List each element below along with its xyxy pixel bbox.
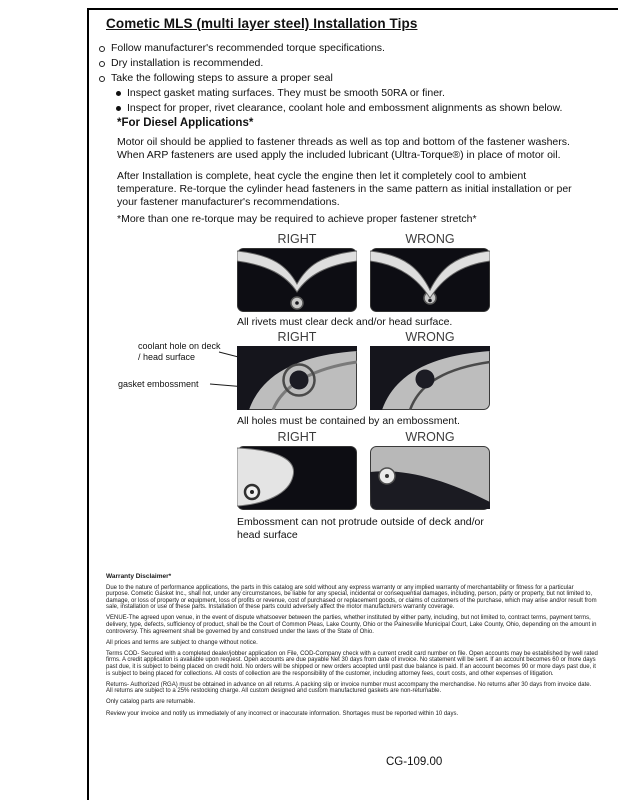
diesel-applications-heading: *For Diesel Applications* bbox=[117, 117, 254, 129]
right-label-row2: RIGHT bbox=[277, 330, 317, 344]
bullet-item bbox=[99, 42, 594, 55]
embossment-protrusion-right-diagram bbox=[237, 446, 357, 510]
bullet-text: Dry installation is recommended. bbox=[111, 57, 264, 69]
embossment-protrusion-right-image bbox=[237, 446, 357, 510]
hollow-bullet-icon bbox=[99, 76, 105, 82]
diesel-paragraph-2: After Installation is complete, heat cycle the engine then let it completely cool to ambient temperature. Re-torque the cylinder head fasteners in the same pattern as initial installation or per your fastener manufacturer's recommendations. bbox=[117, 170, 572, 208]
page-left-border bbox=[87, 8, 89, 800]
rivet-clearance-wrong-image bbox=[370, 248, 490, 312]
legal-paragraph: Terms COD- Secured with a completed dealer/jobber application on File, COD-Company check with a current credit card number on file. Open accounts may be established by well rated firms. A credit application is available upon request. Open accounts are due payable Net 30 days from date of invoice. No statement will be sent. If an account becomes 60 or more days past due, it is subject to being placed on credit hold. No orders will be shipped or new orders accepted until past due balance is paid. If an account becomes 90 or more days past due, it is subject to being placed for collections. All costs of collection are the responsibility of the customer, including attorney fees, court costs, and other expenses of litigation. bbox=[106, 650, 598, 677]
solid-bullet-icon bbox=[116, 91, 121, 96]
row1-caption: All rivets must clear deck and/or head surface. bbox=[237, 316, 453, 328]
callout-coolant-hole: coolant hole on deck / head surface bbox=[138, 341, 221, 362]
right-label-row1: RIGHT bbox=[277, 232, 317, 246]
callout-gasket-embossment: gasket embossment bbox=[118, 379, 199, 389]
page-code: CG-109.00 bbox=[386, 756, 443, 768]
diesel-paragraph-1: Motor oil should be applied to fastener threads as well as top and bottom of the fastener washers. When ARP fasteners are used apply the included lubricant (Ultra-Torque®) in place of motor oil. bbox=[117, 136, 570, 161]
legal-paragraph: VENUE-The agreed upon venue, in the event of dispute whatsoever between the parties, whether instituted by either party, including, but not limited to, contract terms, payment terms, delivery, type, defects, sufficiency of product, shall be the Court of Common Pleas, Lake County, Ohio or the Painesville Municipal Court, Lake County, Ohio, depending on the amount in controversy. This agreement shall be governed by and construed under the laws of the State of Ohio. bbox=[106, 615, 597, 635]
legal-paragraph: Only catalog parts are returnable. bbox=[106, 699, 196, 706]
legal-paragraph: Review your invoice and notify us immediately of any incorrect or inaccurate information. Shortages must be reported within 10 days. bbox=[106, 710, 459, 717]
legal-paragraph: Returns- Authorized (RGA) must be obtained in advance on all returns. A packing slip or invoice number must accompany the merchandise. No returns after 30 days from invoice date. All returns are subject to a 25% restocking charge. All custom designed and custom manufactured gaskets are non-returnable. bbox=[106, 681, 592, 695]
bullet-text: Follow manufacturer's recommended torque specifications. bbox=[111, 42, 385, 54]
rivet-clearance-right-image bbox=[237, 248, 357, 312]
bullet-item bbox=[99, 57, 594, 70]
tips-list bbox=[99, 42, 594, 117]
solid-bullet-icon bbox=[116, 106, 121, 111]
embossment-containment-right-image bbox=[237, 346, 357, 410]
wrong-label-row3: WRONG bbox=[405, 430, 455, 444]
rivet-clearance-wrong-diagram bbox=[370, 248, 490, 312]
wrong-label-row2: WRONG bbox=[405, 330, 455, 344]
embossment-protrusion-wrong-diagram bbox=[370, 446, 490, 510]
sub-bullet-item bbox=[116, 102, 594, 115]
embossment-containment-right-diagram bbox=[237, 346, 357, 410]
row2-caption: All holes must be contained by an embossment. bbox=[237, 415, 460, 427]
hollow-bullet-icon bbox=[99, 46, 105, 52]
retorque-note: *More than one re-torque may be required to achieve proper fastener stretch* bbox=[117, 213, 477, 225]
embossment-containment-wrong-image bbox=[370, 346, 490, 410]
embossment-containment-wrong-diagram bbox=[370, 346, 490, 410]
bullet-text: Take the following steps to assure a proper seal bbox=[111, 72, 333, 84]
right-label-row3: RIGHT bbox=[277, 430, 317, 444]
bullet-item bbox=[99, 72, 594, 85]
hollow-bullet-icon bbox=[99, 61, 105, 67]
page-title: Cometic MLS (multi layer steel) Installation Tips bbox=[106, 16, 418, 31]
legal-paragraph: Due to the nature of performance applications, the parts in this catalog are sold without any express warranty or any implied warranty of merchantability or fitness for a particular purpose. Cometic Gasket Inc., shall not, under any circumstances, be liable for any special, incidental or consequential damages, including, person, party or property, but not limited to, damage, or loss of property or equipment, loss of profits or revenue, cost of purchased or replacement goods, or claims of customers of the purchase, which may arise and/or result from sale, installation or use of these parts. Installation of these parts could adversely affect the motor manufacturers warranty coverage. bbox=[106, 584, 597, 611]
rivet-clearance-right-diagram bbox=[237, 248, 357, 312]
legal-block bbox=[106, 574, 598, 722]
bullet-text: Inspect for proper, rivet clearance, coolant hole and embossment alignments as shown below. bbox=[127, 102, 563, 114]
legal-paragraph: All prices and terms are subject to change without notice. bbox=[106, 639, 258, 646]
page-top-border bbox=[87, 8, 618, 10]
sub-bullet-item bbox=[116, 87, 594, 100]
wrong-label-row1: WRONG bbox=[405, 232, 455, 246]
bullet-text: Inspect gasket mating surfaces. They must be smooth 50RA or finer. bbox=[127, 87, 445, 99]
warranty-disclaimer-heading: Warranty Disclaimer* bbox=[106, 573, 172, 580]
embossment-protrusion-wrong-image bbox=[370, 446, 490, 510]
row3-caption: Embossment can not protrude outside of deck and/or head surface bbox=[237, 516, 484, 541]
